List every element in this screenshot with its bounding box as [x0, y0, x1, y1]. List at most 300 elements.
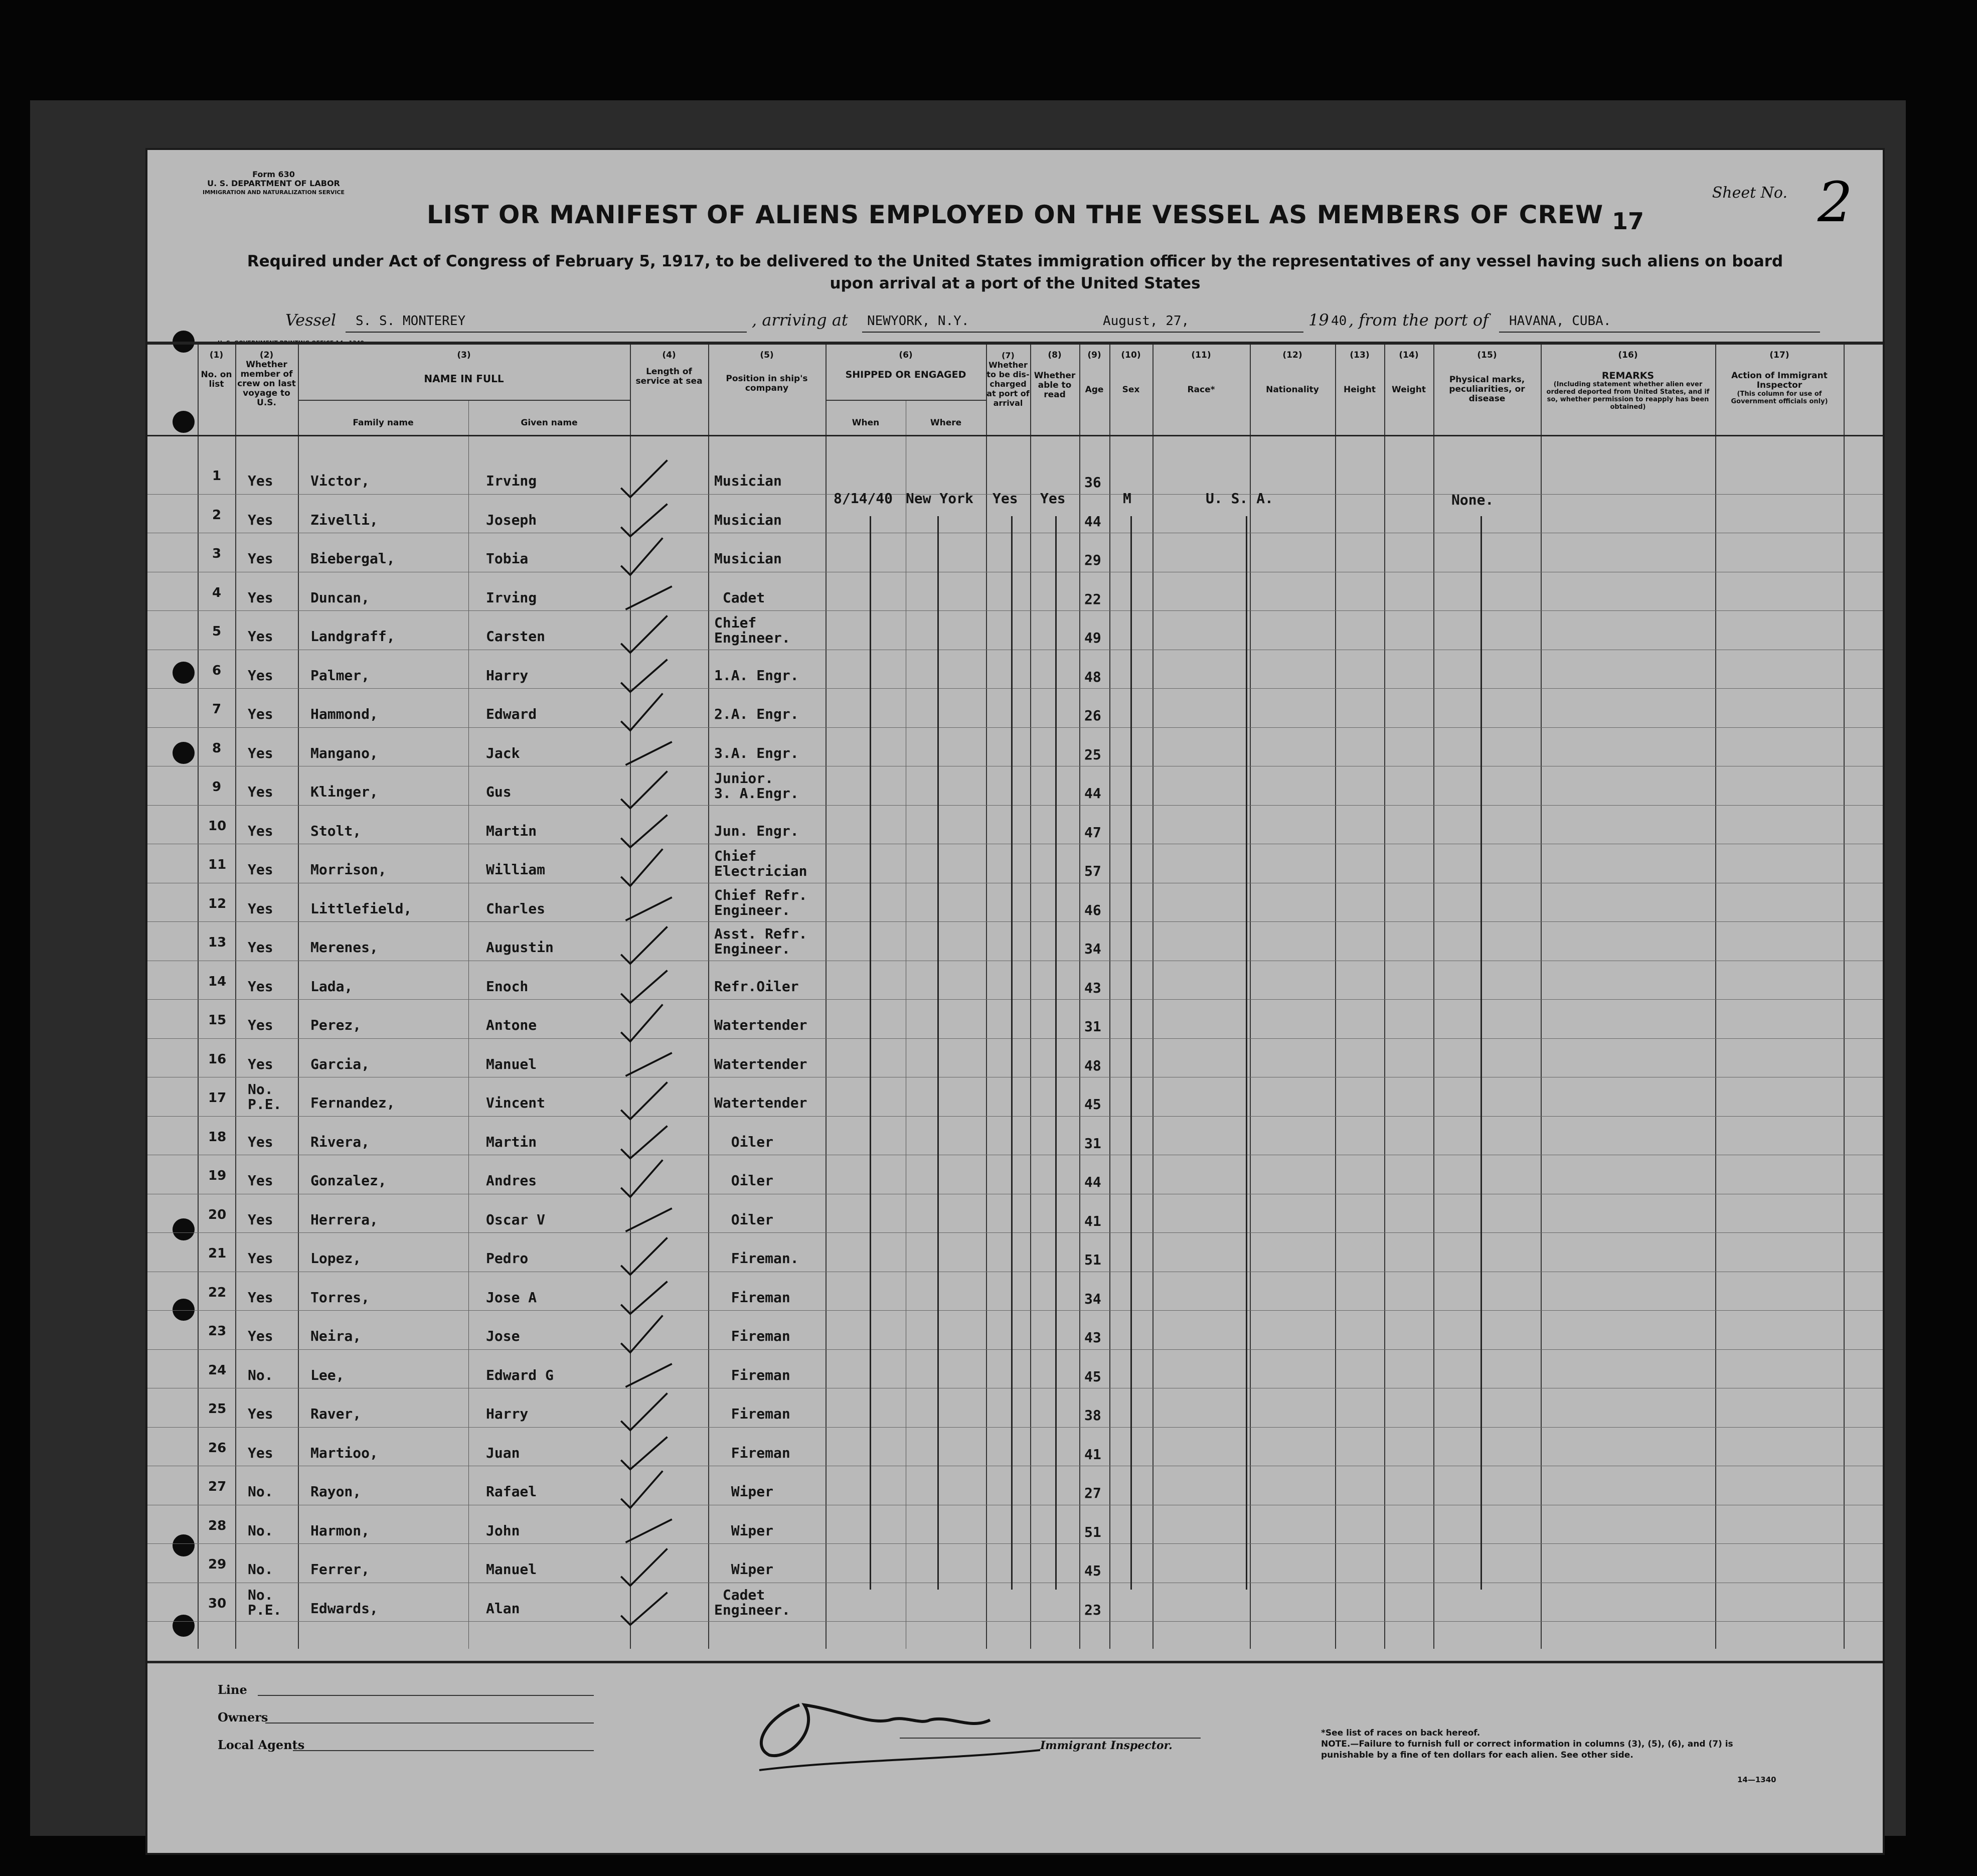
row-number: 9 [212, 779, 222, 795]
check-mark [616, 1158, 677, 1203]
age-value: 34 [1084, 941, 1101, 957]
service: IMMIGRATION AND NATURALIZATION SERVICE [203, 189, 345, 196]
family-name: Harmon, [310, 1522, 370, 1539]
age-value: 57 [1084, 863, 1101, 879]
position-value: Asst. Refr. Engineer. [714, 925, 807, 957]
last-voyage-value: Yes [248, 1017, 273, 1033]
family-name: Landgraff, [310, 628, 395, 645]
shipped-subdivider [826, 400, 986, 401]
shipped-where: New York [906, 490, 973, 507]
last-voyage-value: Yes [248, 589, 273, 606]
check-mark [616, 653, 677, 698]
age-value: 47 [1084, 824, 1101, 841]
position-value: Fireman [714, 1444, 790, 1461]
family-name: Rayon, [310, 1483, 362, 1500]
nationality-value: U. S. A. [1206, 490, 1273, 507]
check-mark [616, 692, 677, 737]
given-name: Edward G [486, 1366, 554, 1383]
row-number: 12 [208, 896, 227, 911]
row-rule [147, 1621, 1883, 1622]
row-number: 13 [208, 935, 227, 950]
check-mark [616, 1353, 677, 1398]
row-number: 7 [212, 702, 222, 717]
header-rule [147, 342, 1883, 345]
age-value: 45 [1084, 1368, 1101, 1385]
position-value: Cadet [714, 589, 765, 606]
family-name: Lopez, [310, 1250, 362, 1267]
check-mark [616, 1469, 677, 1514]
agents-field [293, 1750, 594, 1751]
check-mark [616, 886, 677, 931]
check-mark [616, 458, 677, 504]
given-name: Enoch [486, 978, 529, 995]
given-name: Manuel [486, 1055, 537, 1072]
position-value: Cadet Engineer. [714, 1586, 790, 1618]
given-name: Irving [486, 589, 537, 606]
position-value: Fireman [714, 1328, 790, 1344]
departure-port: HAVANA, CUBA. [1509, 314, 1611, 329]
last-voyage-value: Yes [248, 511, 273, 528]
position-value: Junior. 3. A.Engr. [714, 770, 799, 802]
age-value: 22 [1084, 590, 1101, 607]
position-value: Wiper [714, 1483, 774, 1500]
last-voyage-value: Yes [248, 667, 273, 684]
row-number: 26 [208, 1440, 227, 1456]
vessel-name: S. S. MONTEREY [356, 314, 466, 329]
ditto-mark [1480, 516, 1482, 1590]
column-divider [708, 345, 709, 1649]
check-mark [616, 1003, 677, 1048]
family-name: Klinger, [310, 784, 378, 800]
given-name: Joseph [486, 511, 537, 528]
check-mark [616, 575, 677, 620]
given-name: Martin [486, 1133, 537, 1150]
last-voyage-value: Yes [248, 706, 273, 722]
owners-label: Owners [218, 1710, 268, 1725]
given-name: Antone [486, 1017, 537, 1033]
check-mark [616, 964, 677, 1009]
row-rule [147, 1349, 1883, 1350]
underline [346, 331, 747, 333]
check-mark [616, 731, 677, 776]
last-voyage-value: Yes [248, 1328, 273, 1344]
col-header-remarks: (16) REMARKS (Including statement whether alien ever ordered deported from United States, and if so, whether permission to reapply has been obtained) [1546, 350, 1710, 411]
col-header-service: (4) Length of service at sea [635, 350, 703, 386]
inspector-field [900, 1738, 1201, 1739]
ditto-mark [870, 516, 871, 1590]
age-value: 51 [1084, 1252, 1101, 1268]
given-name: Andres [486, 1172, 537, 1189]
row-rule [147, 921, 1883, 922]
given-name: Edward [486, 706, 537, 722]
given-name: Martin [486, 822, 537, 839]
binder-hole [173, 742, 195, 764]
position-value: Chief Engineer. [714, 614, 790, 646]
column-divider [1109, 345, 1110, 1649]
age-value: 45 [1084, 1096, 1101, 1113]
position-value: Watertender [714, 1055, 807, 1072]
position-value: 3.A. Engr. [714, 744, 799, 761]
given-name: Vincent [486, 1095, 546, 1111]
check-mark [616, 1508, 677, 1553]
given-name: Charles [486, 900, 546, 917]
underline [1499, 331, 1820, 333]
age-value: 29 [1084, 552, 1101, 568]
row-number: 20 [208, 1207, 227, 1222]
position-value: Fireman [714, 1405, 790, 1422]
check-mark [616, 498, 677, 543]
line-label: Line [218, 1682, 247, 1697]
column-divider [1152, 345, 1154, 1649]
family-name: Perez, [310, 1017, 362, 1033]
col-header-last-voyage: (2) Whether member of crew on last voyage to U.S. [237, 350, 296, 408]
row-rule [147, 727, 1883, 728]
family-name: Herrera, [310, 1211, 378, 1228]
age-value: 41 [1084, 1446, 1101, 1463]
last-voyage-value: Yes [248, 550, 273, 567]
column-divider [1844, 345, 1845, 1649]
given-name: Harry [486, 1405, 529, 1422]
position-value: Fireman [714, 1289, 790, 1306]
row-rule [147, 1038, 1883, 1039]
age-value: 44 [1084, 1174, 1101, 1190]
column-divider [1335, 345, 1336, 1649]
col-header-read: (8) Whether able to read [1034, 350, 1076, 400]
col-header-given-name: Given name [521, 418, 578, 428]
check-mark [616, 614, 677, 659]
age-value: 43 [1084, 1329, 1101, 1346]
row-number: 22 [208, 1285, 227, 1300]
check-mark [616, 1080, 677, 1126]
row-rule [147, 805, 1883, 806]
given-name: Augustin [486, 939, 554, 956]
age-value: 43 [1084, 979, 1101, 996]
position-value: Oiler [714, 1172, 774, 1189]
last-voyage-value: No. [248, 1366, 273, 1383]
family-name: Martioo, [310, 1444, 378, 1461]
family-name: Garcia, [310, 1055, 370, 1072]
check-mark [616, 1042, 677, 1087]
age-value: 23 [1084, 1601, 1101, 1618]
last-voyage-value: Yes [248, 628, 273, 645]
position-value: Chief Electrician [714, 848, 807, 879]
manifest-page [145, 148, 1885, 1855]
column-divider [1433, 345, 1434, 1649]
row-number: 6 [212, 663, 222, 678]
position-value: Fireman [714, 1366, 790, 1383]
col-header-sex: (10) Sex [1121, 350, 1141, 395]
last-voyage-value: Yes [248, 1444, 273, 1461]
age-value: 44 [1084, 785, 1101, 802]
given-name: Jose [486, 1328, 520, 1344]
family-name: Victor, [310, 473, 370, 489]
row-number: 10 [208, 818, 227, 834]
age-value: 45 [1084, 1562, 1101, 1579]
position-value: Fireman. [714, 1250, 799, 1267]
row-number: 2 [212, 507, 222, 523]
given-name: Harry [486, 667, 529, 684]
position-value: Oiler [714, 1211, 774, 1228]
check-mark [616, 1586, 677, 1631]
inspector-label: Immigrant Inspector. [1040, 1739, 1173, 1752]
list-mark: 17 [1612, 208, 1644, 235]
row-rule [147, 610, 1883, 611]
shipped-when: 8/14/40 [834, 490, 893, 507]
row-number: 24 [208, 1362, 227, 1378]
last-voyage-value: No. [248, 1483, 273, 1500]
line-field [258, 1695, 594, 1696]
check-mark [616, 769, 677, 815]
age-value: 27 [1084, 1485, 1101, 1501]
last-voyage-value: Yes [248, 939, 273, 956]
family-name: Stolt, [310, 822, 362, 839]
age-value: 49 [1084, 630, 1101, 646]
row-number: 23 [208, 1324, 227, 1339]
printing-office: U. S. GOVERNMENT PRINTING OFFICE 14—1340 [218, 340, 364, 346]
col-header-nationality: (12) Nationality [1266, 350, 1319, 395]
family-name: Edwards, [310, 1600, 378, 1617]
last-voyage-value: Yes [248, 861, 273, 878]
family-name: Torres, [310, 1289, 370, 1306]
given-name: Rafael [486, 1483, 537, 1500]
column-divider [1384, 345, 1385, 1649]
row-number: 5 [212, 624, 222, 639]
year-prefix: 19 [1308, 310, 1329, 330]
last-voyage-value: Yes [248, 1055, 273, 1072]
last-voyage-value: Yes [248, 1250, 273, 1267]
family-name: Lada, [310, 978, 353, 995]
sheet-number: 2 [1818, 170, 1853, 234]
col-header-name: (3) NAME IN FULL [424, 350, 504, 385]
agents-label: Local Agents [218, 1738, 305, 1752]
col-header-no: (1) No. on list [201, 350, 232, 389]
last-voyage-value: Yes [248, 1133, 273, 1150]
binder-hole [173, 1534, 195, 1556]
row-rule [147, 1116, 1883, 1117]
column-divider [1250, 345, 1251, 1649]
ditto-mark [1130, 516, 1132, 1590]
family-name: Hammond, [310, 706, 378, 722]
age-value: 48 [1084, 1057, 1101, 1074]
binder-hole [173, 1218, 195, 1240]
col-header-shipped: (6) SHIPPED OR ENGAGED [845, 350, 966, 380]
last-voyage-value: Yes [248, 978, 273, 995]
last-voyage-value: No. P.E. [248, 1081, 282, 1113]
given-name: Carsten [486, 628, 546, 645]
given-name: Jack [486, 744, 520, 761]
column-divider [1030, 345, 1031, 1649]
position-value: Musician [714, 511, 782, 528]
ditto-mark [1246, 516, 1247, 1590]
row-number: 30 [208, 1596, 227, 1611]
binder-hole [173, 1615, 195, 1637]
family-name: Gonzalez, [310, 1172, 387, 1189]
sex-value: M [1123, 490, 1131, 507]
footer-rule [147, 1661, 1883, 1663]
given-name: Jose A [486, 1289, 537, 1306]
row-number: 14 [208, 974, 227, 989]
form-number: Form 630 [252, 170, 295, 179]
column-divider [1541, 345, 1542, 1649]
age-value: 46 [1084, 901, 1101, 918]
form-code: 14—1340 [1737, 1775, 1776, 1784]
column-divider [235, 345, 236, 1649]
row-number: 3 [212, 546, 222, 561]
discharged-value: Yes [993, 490, 1018, 507]
form-identifier [203, 170, 345, 197]
ditto-mark [1055, 516, 1057, 1590]
ditto-mark [937, 516, 939, 1590]
underline [1093, 331, 1303, 333]
given-name: William [486, 861, 546, 878]
family-name: Biebergal, [310, 550, 395, 567]
row-rule [147, 1232, 1883, 1233]
given-name: Manuel [486, 1561, 537, 1578]
col-header-age: (9) Age [1085, 350, 1104, 395]
col-header-race: (11) Race* [1187, 350, 1215, 395]
binder-hole [173, 662, 195, 684]
column-divider [468, 401, 469, 1649]
given-name: Pedro [486, 1250, 529, 1267]
family-name: Neira, [310, 1328, 362, 1344]
col-header-height: (13) Height [1344, 350, 1376, 395]
position-value: Jun. Engr. [714, 822, 799, 839]
last-voyage-value: No. [248, 1561, 273, 1578]
sheet-label: Sheet No. [1712, 184, 1787, 202]
last-voyage-value: Yes [248, 822, 273, 839]
given-name: Tobia [486, 550, 529, 567]
given-name: Juan [486, 1444, 520, 1461]
position-value: Wiper [714, 1522, 774, 1539]
check-mark [616, 1275, 677, 1320]
family-name: Ferrer, [310, 1561, 370, 1578]
family-name: Palmer, [310, 667, 370, 684]
row-rule [147, 1427, 1883, 1428]
col-header-family-name: Family name [353, 418, 414, 428]
col-header-when: When [852, 418, 880, 428]
binder-hole [173, 411, 195, 433]
last-voyage-value: Yes [248, 784, 273, 800]
position-value: Watertender [714, 1095, 807, 1111]
last-voyage-value: No. [248, 1522, 273, 1539]
position-value: Refr.Oiler [714, 978, 799, 995]
family-name: Rivera, [310, 1133, 370, 1150]
age-value: 48 [1084, 668, 1101, 685]
check-mark [616, 1431, 677, 1476]
column-divider [826, 345, 827, 1649]
row-number: 4 [212, 585, 222, 600]
subtitle: Required under Act of Congress of February 5, 1917, to be delivered to the United States immigration officer by the representatives of any vessel having such aliens on board upon arrival at a port of the United States [247, 252, 1783, 292]
last-voyage-value: Yes [248, 1172, 273, 1189]
col-header-where: Where [930, 418, 962, 428]
age-value: 51 [1084, 1523, 1101, 1540]
age-value: 31 [1084, 1018, 1101, 1035]
position-value: Musician [714, 550, 782, 567]
row-rule [147, 688, 1883, 689]
given-name: Gus [486, 784, 512, 800]
age-value: 36 [1084, 474, 1101, 491]
check-mark [616, 925, 677, 970]
last-voyage-value: Yes [248, 744, 273, 761]
footnote: *See list of races on back hereof. NOTE.—Failure to furnish full or correct information in columns (3), (5), (6), and (7) is punishable by a fine of ten dollars for each alien. See other side. [1321, 1728, 1733, 1760]
family-name: Duncan, [310, 589, 370, 606]
check-mark [616, 1391, 677, 1437]
check-mark [616, 847, 677, 892]
row-rule [147, 1543, 1883, 1544]
position-value: 2.A. Engr. [714, 706, 799, 722]
row-number: 29 [208, 1557, 227, 1572]
age-value: 31 [1084, 1135, 1101, 1152]
column-divider [986, 345, 987, 1649]
family-name: Morrison, [310, 861, 387, 878]
last-voyage-value: No. P.E. [248, 1586, 282, 1618]
position-value: Chief Refr. Engineer. [714, 886, 807, 918]
column-divider [198, 345, 199, 1649]
check-mark [616, 809, 677, 854]
age-value: 38 [1084, 1407, 1101, 1424]
owners-field [265, 1723, 594, 1724]
header-bottom-rule [147, 435, 1883, 436]
row-number: 18 [208, 1129, 227, 1145]
binder-hole [173, 1299, 195, 1321]
page-title: LIST OR MANIFEST OF ALIENS EMPLOYED ON THE VESSEL AS MEMBERS OF CREW [426, 200, 1604, 229]
row-number: 19 [208, 1168, 227, 1183]
row-rule [147, 1310, 1883, 1311]
age-value: 34 [1084, 1290, 1101, 1307]
family-name: Littlefield, [310, 900, 412, 917]
from-label: , from the port of [1349, 310, 1489, 330]
family-name: Raver, [310, 1405, 362, 1422]
check-mark [616, 1120, 677, 1165]
position-value: Watertender [714, 1017, 807, 1033]
given-name: Oscar V [486, 1211, 546, 1228]
row-number: 25 [208, 1401, 227, 1417]
age-value: 25 [1084, 746, 1101, 763]
inspector-signature [739, 1685, 1090, 1780]
col-header-discharged: (7) Whether to be dis-charged at port of arrival [986, 351, 1030, 408]
row-number: 1 [212, 468, 222, 484]
name-subdivider [298, 400, 630, 401]
row-number: 28 [208, 1518, 227, 1533]
family-name: Lee, [310, 1366, 345, 1383]
position-value: Musician [714, 473, 782, 489]
age-value: 44 [1084, 513, 1101, 530]
check-mark [616, 536, 677, 581]
row-number: 21 [208, 1246, 227, 1261]
row-number: 11 [208, 857, 227, 872]
check-mark [616, 1197, 677, 1242]
last-voyage-value: Yes [248, 1405, 273, 1422]
col-header-physical: (15) Physical marks, peculiarities, or disease [1449, 350, 1525, 404]
last-voyage-value: Yes [248, 900, 273, 917]
position-value: Wiper [714, 1561, 774, 1578]
col-header-action: (17) Action of Immigrant Inspector (This column for use of Government officials only) [1731, 350, 1828, 405]
position-value: 1.A. Engr. [714, 667, 799, 684]
row-number: 17 [208, 1090, 227, 1106]
arrival-year: 40 [1331, 314, 1347, 329]
column-divider [1079, 345, 1080, 1649]
family-name: Zivelli, [310, 511, 378, 528]
given-name: John [486, 1522, 520, 1539]
voyage-line [285, 310, 1820, 336]
row-number: 27 [208, 1479, 227, 1494]
department: U. S. DEPARTMENT OF LABOR [207, 179, 340, 188]
position-value: Oiler [714, 1133, 774, 1150]
age-value: 26 [1084, 707, 1101, 724]
col-header-position: (5) Position in ship's company [726, 350, 808, 393]
read-value: Yes [1040, 490, 1066, 507]
row-number: 8 [212, 740, 222, 756]
